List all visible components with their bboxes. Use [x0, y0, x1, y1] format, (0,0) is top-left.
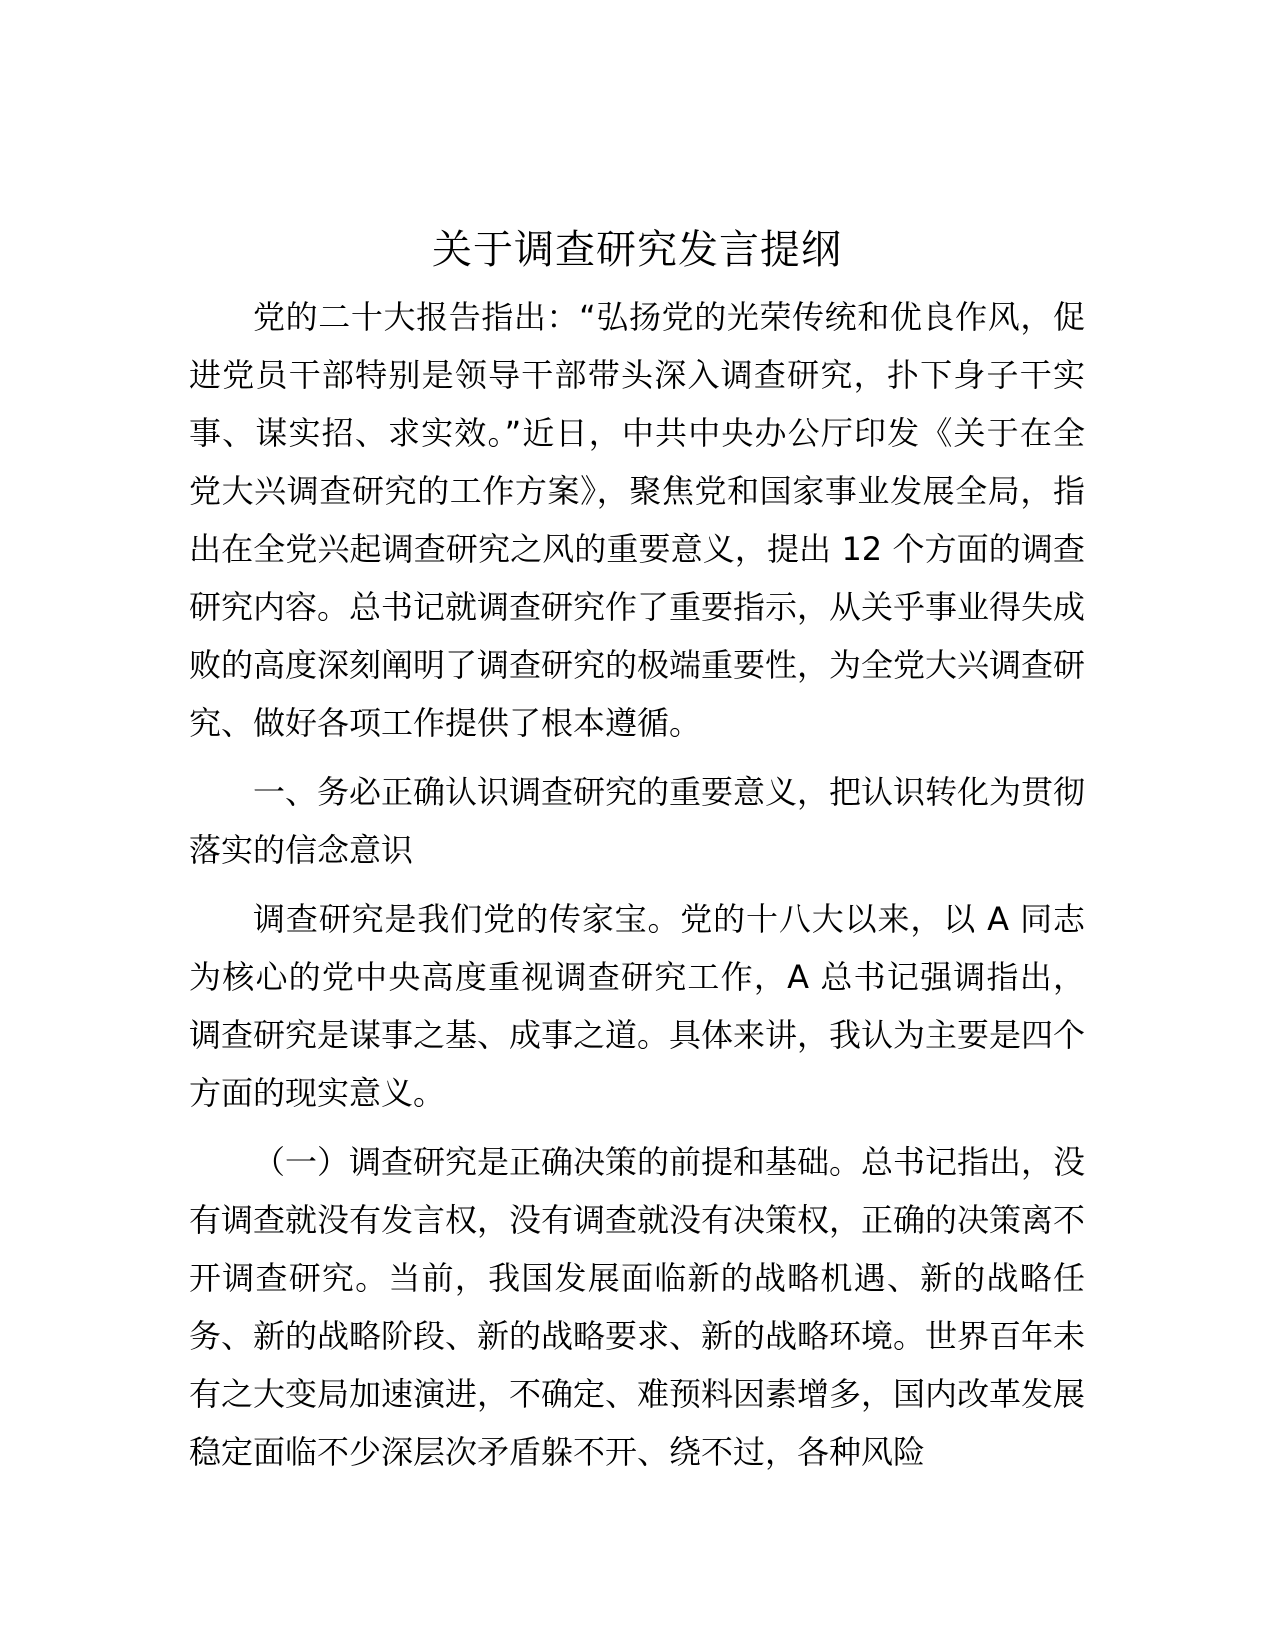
subsection-1-paragraph: （一）调查研究是正确决策的前提和基础。总书记指出，没有调查就没有发言权，没有调查就没有决策权，正确的决策离不开调查研究。当前，我国发展面临新的战略机遇、新的战略任务、新的战略阶段、新的战略要求、新的战略环境。世界百年未有之大变局加速演进，不确定、难预料因素增多，国内改革发展稳定面临不少深层次矛盾躲不开、绕不过，各种风险 — [189, 1143, 1086, 1471]
document-title: 关于调查研究发言提纲 — [432, 227, 842, 273]
title-spacer — [189, 278, 1085, 288]
paragraph-spacer — [189, 879, 1085, 890]
document-body — [189, 222, 1085, 1481]
paragraph-spacer — [189, 752, 1085, 763]
section-1-paragraph: 调查研究是我们党的传家宝。党的十八大以来，以 A 同志为核心的党中央高度重视调查研究工作，A 总书记强调指出，调查研究是谋事之基、成事之道。具体来讲，我认为主要是四个方面的现实意义。 — [189, 900, 1086, 1112]
intro-paragraph: 党的二十大报告指出：“弘扬党的光荣传统和优良作风，促进党员干部特别是领导干部带头深入调查研究，扑下身子干实事、谋实招、求实效。”近日，中共中央办公厅印发《关于在全党大兴调查研究的工作方案》，聚焦党和国家事业发展全局，指出在全党兴起调查研究之风的重要意义，提出 12 个方面的调查研究内容。总书记就调查研究作了重要指示，从关乎事业得失成败的高度深刻阐明了调查研究的极端重要性，为全党大兴调查研究、做好各项工作提供了根本遵循。 — [189, 298, 1086, 742]
paragraph-spacer — [189, 1122, 1085, 1133]
section-heading-1: 一、务必正确认识调查研究的重要意义，把认识转化为贯彻落实的信念意识 — [189, 773, 1086, 869]
